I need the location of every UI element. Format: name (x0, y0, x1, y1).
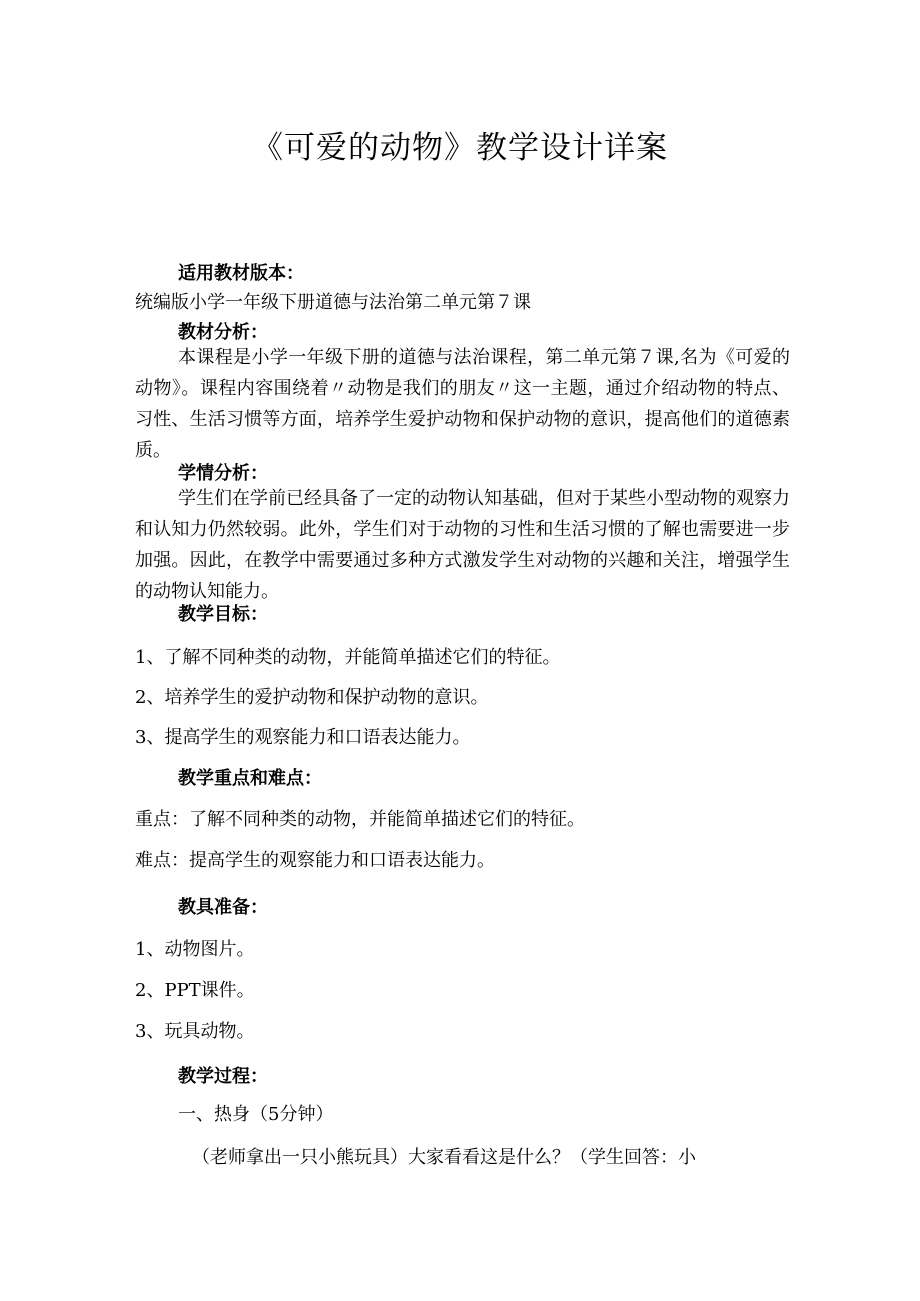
difficult-point: 难点：提高学生的观察能力和口语表达能力。 (135, 850, 495, 871)
edition-heading: 适用教材版本： (178, 263, 304, 284)
tool-item: 2、PPT课件。 (135, 980, 255, 1001)
goal-item: 3、提高学生的观察能力和口语表达能力。 (135, 727, 471, 748)
student-text: 学生们在学前已经具备了一定的动物认知基础，但对于某些小型动物的观察力和认知力仍然较弱。此外，学生们对于动物的习性和生活习惯的了解也需要进一步加强。因此，在教学中需要通过多种方式激发学生对动物的兴趣和关注，增强学生的动物认知能力。 (135, 488, 790, 602)
student-heading: 学情分析： (178, 463, 268, 484)
key-point: 重点：了解不同种类的动物，并能简单描述它们的特征。 (135, 809, 585, 830)
process-heading: 教学过程： (178, 1066, 268, 1087)
keypoints-heading: 教学重点和难点： (178, 768, 322, 789)
tool-item: 3、玩具动物。 (135, 1021, 255, 1042)
material-heading: 教材分析： (178, 322, 268, 343)
goals-heading: 教学目标： (178, 604, 268, 625)
tools-heading: 教具准备： (178, 897, 268, 918)
process-step-1-text: （老师拿出一只小熊玩具）大家看看这是什么？（学生回答：小 (192, 1147, 696, 1168)
goal-item: 1、了解不同种类的动物，并能简单描述它们的特征。 (135, 647, 561, 668)
tool-item: 1、动物图片。 (135, 939, 255, 960)
material-text: 本课程是小学一年级下册的道德与法治课程，第二单元第７课,名为《可爱的动物》。课程内容围绕着〃动物是我们的朋友〃这一主题，通过介绍动物的特点、习性、生活习惯等方面，培养学生爱护动物和保护动物的意识，提高他们的道德素质。 (135, 347, 790, 461)
edition-text: 统编版小学一年级下册道德与法治第二单元第７课 (135, 292, 531, 313)
process-step-1: 一、热身（5分钟） (178, 1104, 334, 1125)
goal-item: 2、培养学生的爱护动物和保护动物的意识。 (135, 687, 489, 708)
document-title: 《可爱的动物》教学设计详案 (252, 130, 668, 166)
